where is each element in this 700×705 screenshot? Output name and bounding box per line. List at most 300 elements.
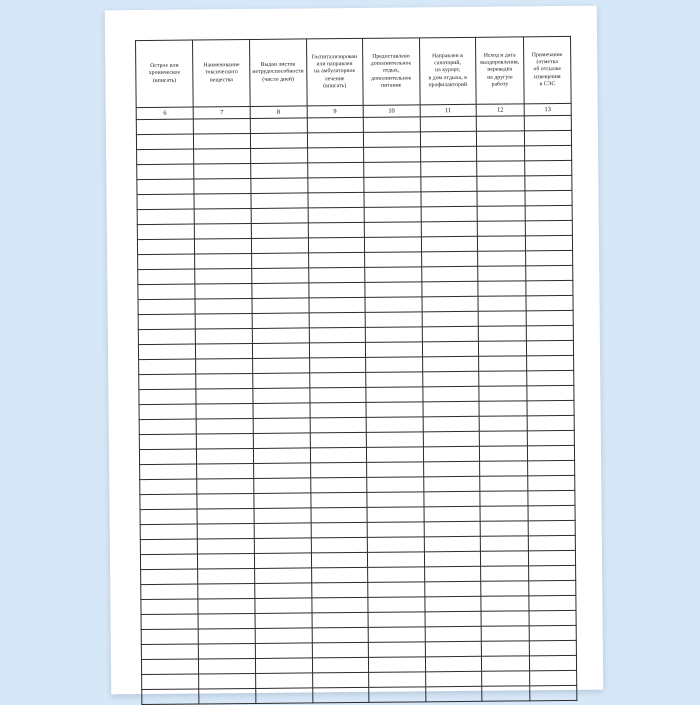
- table-cell[interactable]: [528, 505, 575, 520]
- table-cell[interactable]: [138, 344, 196, 360]
- table-cell[interactable]: [477, 221, 525, 236]
- table-cell[interactable]: [137, 194, 195, 210]
- table-cell[interactable]: [529, 640, 576, 655]
- table-cell[interactable]: [252, 298, 309, 314]
- table-cell[interactable]: [139, 389, 197, 405]
- table-cell[interactable]: [526, 295, 573, 310]
- table-cell[interactable]: [254, 463, 311, 479]
- table-cell[interactable]: [312, 612, 369, 628]
- table-cell[interactable]: [198, 553, 255, 569]
- table-cell[interactable]: [255, 628, 312, 644]
- table-cell[interactable]: [253, 448, 310, 464]
- table-cell[interactable]: [368, 657, 425, 673]
- table-cell[interactable]: [366, 372, 423, 388]
- table-cell[interactable]: [311, 537, 368, 553]
- table-cell[interactable]: [367, 492, 424, 508]
- table-cell[interactable]: [364, 147, 421, 163]
- table-cell[interactable]: [194, 163, 251, 179]
- table-cell[interactable]: [139, 449, 197, 465]
- table-cell[interactable]: [307, 162, 364, 178]
- table-cell[interactable]: [140, 539, 198, 555]
- table-cell[interactable]: [478, 236, 526, 251]
- table-cell[interactable]: [368, 582, 425, 598]
- table-cell[interactable]: [251, 148, 308, 164]
- table-cell[interactable]: [311, 582, 368, 598]
- table-cell[interactable]: [479, 431, 527, 446]
- table-cell[interactable]: [309, 387, 366, 403]
- table-cell[interactable]: [310, 462, 367, 478]
- table-cell[interactable]: [478, 296, 526, 311]
- table-cell[interactable]: [310, 417, 367, 433]
- table-cell[interactable]: [425, 611, 482, 627]
- table-cell[interactable]: [367, 462, 424, 478]
- table-cell[interactable]: [478, 311, 526, 326]
- table-cell[interactable]: [424, 536, 481, 552]
- table-cell[interactable]: [421, 206, 478, 222]
- table-cell[interactable]: [364, 222, 421, 238]
- table-cell[interactable]: [254, 553, 311, 569]
- table-cell[interactable]: [310, 492, 367, 508]
- table-cell[interactable]: [196, 373, 253, 389]
- table-cell[interactable]: [196, 388, 253, 404]
- table-cell[interactable]: [425, 656, 482, 672]
- table-cell[interactable]: [423, 416, 480, 432]
- table-cell[interactable]: [365, 312, 422, 328]
- table-cell[interactable]: [141, 584, 199, 600]
- table-cell[interactable]: [423, 491, 480, 507]
- table-cell[interactable]: [363, 117, 420, 133]
- table-cell[interactable]: [421, 266, 478, 282]
- table-cell[interactable]: [480, 461, 528, 476]
- table-cell[interactable]: [253, 433, 310, 449]
- table-cell[interactable]: [255, 568, 312, 584]
- table-cell[interactable]: [194, 133, 251, 149]
- table-cell[interactable]: [196, 328, 253, 344]
- table-cell[interactable]: [255, 643, 312, 659]
- table-cell[interactable]: [254, 508, 311, 524]
- table-cell[interactable]: [196, 343, 253, 359]
- table-cell[interactable]: [424, 506, 481, 522]
- table-cell[interactable]: [478, 266, 526, 281]
- table-cell[interactable]: [368, 567, 425, 583]
- table-cell[interactable]: [422, 386, 479, 402]
- table-cell[interactable]: [423, 401, 480, 417]
- table-cell[interactable]: [367, 552, 424, 568]
- table-cell[interactable]: [525, 160, 572, 175]
- table-cell[interactable]: [307, 132, 364, 148]
- table-cell[interactable]: [252, 268, 309, 284]
- table-cell[interactable]: [477, 176, 525, 191]
- table-cell[interactable]: [421, 251, 478, 267]
- table-cell[interactable]: [481, 581, 529, 596]
- table-cell[interactable]: [309, 357, 366, 373]
- table-cell[interactable]: [196, 403, 253, 419]
- table-cell[interactable]: [420, 116, 477, 132]
- table-cell[interactable]: [368, 597, 425, 613]
- table-cell[interactable]: [309, 312, 366, 328]
- table-cell[interactable]: [197, 508, 254, 524]
- table-cell[interactable]: [524, 115, 571, 130]
- table-cell[interactable]: [529, 595, 576, 610]
- table-cell[interactable]: [421, 236, 478, 252]
- table-cell[interactable]: [525, 145, 572, 160]
- table-cell[interactable]: [364, 207, 421, 223]
- table-cell[interactable]: [253, 418, 310, 434]
- table-cell[interactable]: [196, 358, 253, 374]
- table-cell[interactable]: [482, 656, 530, 671]
- table-cell[interactable]: [197, 478, 254, 494]
- table-cell[interactable]: [255, 583, 312, 599]
- table-cell[interactable]: [367, 537, 424, 553]
- table-cell[interactable]: [256, 673, 313, 689]
- table-cell[interactable]: [309, 342, 366, 358]
- table-cell[interactable]: [368, 642, 425, 658]
- table-cell[interactable]: [423, 446, 480, 462]
- table-cell[interactable]: [140, 524, 198, 540]
- table-cell[interactable]: [420, 146, 477, 162]
- table-cell[interactable]: [367, 522, 424, 538]
- table-cell[interactable]: [425, 641, 482, 657]
- table-cell[interactable]: [139, 419, 197, 435]
- table-cell[interactable]: [197, 493, 254, 509]
- table-cell[interactable]: [481, 626, 529, 641]
- table-cell[interactable]: [476, 116, 524, 131]
- table-cell[interactable]: [141, 644, 199, 660]
- table-cell[interactable]: [481, 611, 529, 626]
- table-cell[interactable]: [195, 283, 252, 299]
- table-cell[interactable]: [195, 238, 252, 254]
- table-cell[interactable]: [138, 299, 196, 315]
- table-cell[interactable]: [479, 386, 527, 401]
- table-cell[interactable]: [368, 612, 425, 628]
- table-cell[interactable]: [424, 566, 481, 582]
- table-cell[interactable]: [423, 461, 480, 477]
- table-cell[interactable]: [527, 355, 574, 370]
- table-cell[interactable]: [195, 223, 252, 239]
- table-cell[interactable]: [311, 522, 368, 538]
- table-cell[interactable]: [477, 161, 525, 176]
- table-cell[interactable]: [139, 374, 197, 390]
- table-cell[interactable]: [420, 131, 477, 147]
- table-cell[interactable]: [366, 417, 423, 433]
- table-cell[interactable]: [525, 205, 572, 220]
- table-cell[interactable]: [307, 192, 364, 208]
- table-cell[interactable]: [529, 565, 576, 580]
- table-cell[interactable]: [526, 310, 573, 325]
- table-cell[interactable]: [138, 329, 196, 345]
- table-cell[interactable]: [198, 568, 255, 584]
- table-cell[interactable]: [477, 146, 525, 161]
- table-cell[interactable]: [478, 281, 526, 296]
- table-cell[interactable]: [526, 265, 573, 280]
- table-cell[interactable]: [365, 327, 422, 343]
- table-cell[interactable]: [423, 476, 480, 492]
- table-cell[interactable]: [142, 674, 200, 690]
- table-cell[interactable]: [366, 402, 423, 418]
- table-cell[interactable]: [424, 581, 481, 597]
- table-cell[interactable]: [527, 415, 574, 430]
- table-cell[interactable]: [136, 119, 194, 135]
- table-cell[interactable]: [308, 237, 365, 253]
- table-cell[interactable]: [140, 509, 198, 525]
- table-cell[interactable]: [530, 670, 577, 685]
- table-cell[interactable]: [309, 327, 366, 343]
- table-cell[interactable]: [529, 580, 576, 595]
- table-cell[interactable]: [525, 220, 572, 235]
- table-cell[interactable]: [194, 118, 251, 134]
- table-cell[interactable]: [307, 177, 364, 193]
- table-cell[interactable]: [199, 628, 256, 644]
- table-cell[interactable]: [253, 373, 310, 389]
- table-cell[interactable]: [365, 297, 422, 313]
- table-cell[interactable]: [478, 326, 526, 341]
- table-cell[interactable]: [308, 282, 365, 298]
- table-cell[interactable]: [425, 686, 482, 702]
- table-cell[interactable]: [312, 687, 369, 703]
- table-cell[interactable]: [308, 267, 365, 283]
- table-cell[interactable]: [141, 659, 199, 675]
- table-cell[interactable]: [197, 448, 254, 464]
- table-cell[interactable]: [525, 175, 572, 190]
- table-cell[interactable]: [194, 193, 251, 209]
- table-cell[interactable]: [420, 176, 477, 192]
- table-cell[interactable]: [529, 610, 576, 625]
- table-cell[interactable]: [312, 657, 369, 673]
- table-cell[interactable]: [526, 280, 573, 295]
- table-cell[interactable]: [142, 689, 200, 705]
- table-cell[interactable]: [367, 507, 424, 523]
- table-cell[interactable]: [198, 598, 255, 614]
- table-cell[interactable]: [254, 538, 311, 554]
- table-cell[interactable]: [365, 342, 422, 358]
- table-cell[interactable]: [527, 445, 574, 460]
- table-cell[interactable]: [363, 132, 420, 148]
- table-cell[interactable]: [251, 178, 308, 194]
- table-cell[interactable]: [197, 463, 254, 479]
- table-cell[interactable]: [138, 314, 196, 330]
- table-cell[interactable]: [425, 626, 482, 642]
- table-cell[interactable]: [424, 521, 481, 537]
- table-cell[interactable]: [526, 340, 573, 355]
- table-cell[interactable]: [140, 479, 198, 495]
- table-cell[interactable]: [422, 311, 479, 327]
- table-cell[interactable]: [251, 163, 308, 179]
- table-cell[interactable]: [525, 190, 572, 205]
- table-cell[interactable]: [420, 161, 477, 177]
- table-cell[interactable]: [140, 464, 198, 480]
- table-cell[interactable]: [422, 356, 479, 372]
- table-cell[interactable]: [137, 209, 195, 225]
- table-cell[interactable]: [422, 296, 479, 312]
- table-cell[interactable]: [141, 614, 199, 630]
- table-cell[interactable]: [255, 598, 312, 614]
- table-cell[interactable]: [312, 627, 369, 643]
- table-cell[interactable]: [199, 658, 256, 674]
- table-cell[interactable]: [137, 224, 195, 240]
- table-cell[interactable]: [308, 207, 365, 223]
- table-cell[interactable]: [424, 551, 481, 567]
- table-cell[interactable]: [138, 284, 196, 300]
- table-cell[interactable]: [482, 686, 530, 701]
- table-cell[interactable]: [481, 641, 529, 656]
- table-cell[interactable]: [139, 404, 197, 420]
- table-cell[interactable]: [479, 356, 527, 371]
- table-cell[interactable]: [528, 550, 575, 565]
- table-cell[interactable]: [252, 343, 309, 359]
- table-cell[interactable]: [479, 401, 527, 416]
- table-cell[interactable]: [251, 238, 308, 254]
- table-cell[interactable]: [311, 597, 368, 613]
- table-cell[interactable]: [310, 477, 367, 493]
- table-cell[interactable]: [481, 596, 529, 611]
- table-cell[interactable]: [364, 192, 421, 208]
- table-cell[interactable]: [253, 388, 310, 404]
- table-cell[interactable]: [253, 403, 310, 419]
- table-cell[interactable]: [307, 117, 364, 133]
- table-cell[interactable]: [480, 536, 528, 551]
- table-cell[interactable]: [480, 491, 528, 506]
- table-cell[interactable]: [310, 447, 367, 463]
- table-cell[interactable]: [256, 688, 313, 704]
- table-cell[interactable]: [141, 569, 199, 585]
- table-cell[interactable]: [368, 627, 425, 643]
- table-cell[interactable]: [308, 297, 365, 313]
- table-cell[interactable]: [365, 252, 422, 268]
- table-cell[interactable]: [140, 494, 198, 510]
- table-cell[interactable]: [141, 599, 199, 615]
- table-cell[interactable]: [195, 298, 252, 314]
- table-cell[interactable]: [199, 688, 256, 704]
- table-cell[interactable]: [197, 433, 254, 449]
- table-cell[interactable]: [477, 206, 525, 221]
- table-cell[interactable]: [308, 222, 365, 238]
- table-cell[interactable]: [421, 221, 478, 237]
- table-cell[interactable]: [365, 282, 422, 298]
- table-cell[interactable]: [137, 239, 195, 255]
- table-cell[interactable]: [198, 613, 255, 629]
- table-cell[interactable]: [422, 371, 479, 387]
- table-cell[interactable]: [480, 446, 528, 461]
- table-cell[interactable]: [194, 178, 251, 194]
- table-cell[interactable]: [528, 460, 575, 475]
- table-cell[interactable]: [195, 253, 252, 269]
- table-cell[interactable]: [140, 554, 198, 570]
- table-cell[interactable]: [194, 148, 251, 164]
- table-cell[interactable]: [141, 629, 199, 645]
- table-cell[interactable]: [529, 625, 576, 640]
- table-cell[interactable]: [366, 387, 423, 403]
- table-cell[interactable]: [526, 325, 573, 340]
- table-cell[interactable]: [425, 671, 482, 687]
- table-cell[interactable]: [424, 596, 481, 612]
- table-cell[interactable]: [527, 370, 574, 385]
- table-cell[interactable]: [309, 372, 366, 388]
- table-cell[interactable]: [197, 418, 254, 434]
- table-cell[interactable]: [364, 237, 421, 253]
- table-cell[interactable]: [254, 493, 311, 509]
- table-cell[interactable]: [482, 671, 530, 686]
- table-cell[interactable]: [479, 371, 527, 386]
- table-cell[interactable]: [364, 162, 421, 178]
- table-cell[interactable]: [136, 134, 194, 150]
- table-cell[interactable]: [311, 507, 368, 523]
- table-cell[interactable]: [252, 253, 309, 269]
- table-cell[interactable]: [365, 267, 422, 283]
- table-cell[interactable]: [480, 476, 528, 491]
- table-cell[interactable]: [477, 131, 525, 146]
- table-cell[interactable]: [255, 658, 312, 674]
- table-cell[interactable]: [137, 179, 195, 195]
- table-cell[interactable]: [196, 313, 253, 329]
- table-cell[interactable]: [527, 400, 574, 415]
- table-cell[interactable]: [527, 385, 574, 400]
- table-cell[interactable]: [253, 358, 310, 374]
- table-cell[interactable]: [529, 655, 576, 670]
- table-cell[interactable]: [369, 672, 426, 688]
- table-cell[interactable]: [198, 523, 255, 539]
- table-cell[interactable]: [311, 552, 368, 568]
- table-cell[interactable]: [480, 506, 528, 521]
- table-cell[interactable]: [198, 583, 255, 599]
- table-cell[interactable]: [255, 613, 312, 629]
- table-cell[interactable]: [252, 328, 309, 344]
- table-cell[interactable]: [199, 643, 256, 659]
- table-cell[interactable]: [367, 477, 424, 493]
- table-cell[interactable]: [137, 164, 195, 180]
- table-cell[interactable]: [526, 250, 573, 265]
- table-cell[interactable]: [478, 251, 526, 266]
- table-cell[interactable]: [421, 281, 478, 297]
- table-cell[interactable]: [137, 149, 195, 165]
- table-cell[interactable]: [312, 672, 369, 688]
- table-cell[interactable]: [252, 313, 309, 329]
- table-cell[interactable]: [477, 191, 525, 206]
- table-cell[interactable]: [422, 341, 479, 357]
- table-cell[interactable]: [421, 191, 478, 207]
- table-cell[interactable]: [479, 341, 527, 356]
- table-cell[interactable]: [366, 432, 423, 448]
- table-cell[interactable]: [524, 130, 571, 145]
- table-cell[interactable]: [308, 252, 365, 268]
- table-cell[interactable]: [528, 535, 575, 550]
- table-cell[interactable]: [139, 434, 197, 450]
- table-cell[interactable]: [528, 490, 575, 505]
- table-cell[interactable]: [198, 538, 255, 554]
- table-cell[interactable]: [199, 673, 256, 689]
- table-cell[interactable]: [139, 359, 197, 375]
- table-cell[interactable]: [138, 269, 196, 285]
- table-cell[interactable]: [479, 416, 527, 431]
- table-cell[interactable]: [254, 478, 311, 494]
- table-cell[interactable]: [311, 567, 368, 583]
- table-cell[interactable]: [254, 523, 311, 539]
- table-cell[interactable]: [138, 254, 196, 270]
- table-cell[interactable]: [525, 235, 572, 250]
- table-cell[interactable]: [527, 430, 574, 445]
- table-cell[interactable]: [310, 432, 367, 448]
- table-cell[interactable]: [480, 521, 528, 536]
- table-cell[interactable]: [195, 208, 252, 224]
- table-cell[interactable]: [307, 147, 364, 163]
- table-cell[interactable]: [310, 402, 367, 418]
- table-cell[interactable]: [250, 118, 307, 134]
- table-cell[interactable]: [251, 223, 308, 239]
- table-cell[interactable]: [481, 566, 529, 581]
- table-cell[interactable]: [252, 283, 309, 299]
- table-cell[interactable]: [530, 685, 577, 700]
- table-cell[interactable]: [366, 447, 423, 463]
- table-cell[interactable]: [528, 520, 575, 535]
